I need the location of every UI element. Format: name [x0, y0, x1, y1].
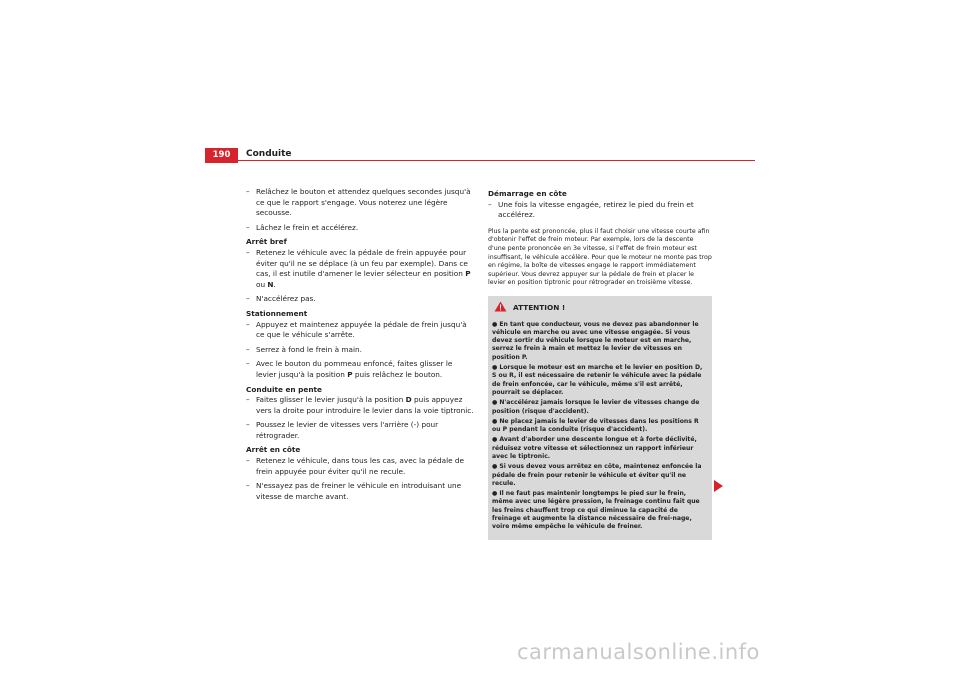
step	[246, 395, 474, 416]
step-text: Poussez le levier de vitesses vers l'arrière (-) pour rétrograder.	[256, 420, 439, 440]
watermark: carmanualsonline.info	[517, 640, 760, 664]
step-text: ou	[256, 279, 268, 289]
warning-header	[492, 301, 708, 316]
warning-item	[492, 463, 708, 488]
dash: –	[246, 481, 250, 491]
warning-item	[492, 321, 708, 362]
bullet-icon: ●	[492, 490, 498, 498]
bullet-icon: ●	[492, 417, 498, 425]
dash: –	[246, 420, 250, 430]
dash: –	[246, 359, 250, 369]
warning-text: Ne placez jamais le levier de vitesses dans les positions R ou P pendant la conduite (risque d'accident).	[492, 417, 699, 434]
dash: –	[246, 319, 250, 329]
step-text: puis relâchez le bouton.	[352, 369, 443, 379]
step	[246, 294, 474, 305]
header-divider	[238, 160, 755, 161]
gear-label: P	[347, 369, 353, 379]
step	[246, 248, 474, 290]
step	[246, 345, 474, 356]
step-text: Relâchez le bouton et attendez quelques secondes jusqu'à ce que le rapport s'engage. Vous noterez une légère secousse.	[256, 187, 471, 218]
warning-text: Avant d'aborder une descente longue et à forte déclivité, réduisez votre vitesse et sélectionnez un rapport inférieur avec le tiptronic.	[492, 436, 697, 460]
warning-item	[492, 418, 708, 435]
step-text: Serrez à fond le frein à main.	[256, 344, 362, 354]
section-heading-pente: Conduite en pente	[246, 384, 322, 394]
step-text: .	[273, 279, 276, 289]
warning-item	[492, 399, 708, 416]
step-text: puis appuyez vers la droite pour introduire le levier dans la voie tiptronic.	[256, 395, 474, 415]
section-heading-stationnement: Stationnement	[246, 308, 308, 318]
warning-item	[492, 364, 708, 397]
warning-text: Il ne faut pas maintenir longtemps le pied sur le frein, même avec une légère pression, le freinage continu fait que les freins chauffent trop ce qui diminue la capacité de freinage et augmente la distance nécessaire de frei-nage, voire même empêche le véhicule de freiner.	[492, 490, 700, 531]
section-heading-arret-bref: Arrêt bref	[246, 237, 287, 247]
step-text: Avec le bouton du pommeau enfoncé, faites glisser le levier jusqu'à la position	[256, 359, 453, 379]
dash: –	[246, 344, 250, 354]
bullet-icon: ●	[492, 320, 498, 328]
bullet-icon: ●	[492, 463, 498, 471]
gear-label: P	[465, 269, 471, 279]
dash: –	[246, 222, 250, 232]
section-heading-arret-cote: Arrêt en côte	[246, 445, 301, 455]
note-paragraph: Plus la pente est prononcée, plus il faut choisir une vitesse courte afin d'obtenir l'effet de frein moteur. Par exemple, lors de la descente d'une pente prononcée en 3e vitesse, si l'effet de frein moteur est insuffisant, le véhicule accélère. Pour que le moteur ne monte pas trop en régime, la boîte de vitesses engage le rapport immédiatement supérieur. Vous devrez appuyer sur la pédale de frein et placer le levier en position tiptronic pour rétrograder en troisième vitesse.	[488, 227, 712, 287]
page-number: 190	[205, 148, 238, 163]
warning-text: N'accélérez jamais lorsque le levier de vitesses change de position (risque d'accident).	[492, 399, 700, 415]
step	[246, 481, 474, 502]
dash: –	[246, 395, 250, 405]
gear-label: N	[267, 279, 274, 289]
step	[246, 223, 474, 234]
warning-box	[488, 296, 712, 540]
dash: –	[246, 294, 250, 304]
warning-text: Si vous devez vous arrêtez en côte, maintenez enfoncée la pédale de frein pour retenir le véhicule et éviter qu'il ne recule.	[492, 463, 702, 487]
step-text: Faites glisser le levier jusqu'à la position	[256, 395, 406, 405]
step	[246, 456, 474, 477]
step	[488, 200, 712, 221]
step-text: N'accélérez pas.	[256, 294, 316, 304]
bullet-icon: ●	[492, 436, 498, 444]
step	[246, 187, 474, 219]
step	[246, 320, 474, 341]
gear-label: D	[405, 395, 412, 405]
dash: –	[246, 456, 250, 466]
dash: –	[246, 247, 250, 257]
step-text: Lâchez le frein et accélérez.	[256, 222, 359, 232]
chapter-title: Conduite	[246, 149, 292, 159]
warning-triangle-icon	[494, 301, 507, 316]
next-page-arrow-icon	[714, 480, 723, 492]
bullet-icon: ●	[492, 364, 498, 372]
left-column	[246, 187, 474, 506]
dash: –	[488, 199, 492, 209]
warning-text: En tant que conducteur, vous ne devez pas abandonner le véhicule en marche ou avec une vitesse engagée. Si vous devez sortir du véhicule lorsque le moteur est en marche, serrez le frein à main et mettez le levier de vitesses en position P.	[492, 320, 699, 361]
warning-title: ATTENTION !	[513, 302, 566, 312]
step-text: N'essayez pas de freiner le véhicule en introduisant une vitesse de marche avant.	[256, 481, 462, 501]
warning-item	[492, 436, 708, 461]
step-text: Retenez le véhicule, dans tous les cas, avec la pédale de frein appuyée pour éviter qu'il ne recule.	[256, 456, 465, 476]
dash: –	[246, 187, 250, 196]
warning-item	[492, 490, 708, 531]
section-heading-demarrage: Démarrage en côte	[488, 189, 567, 198]
step-text: Retenez le véhicule avec la pédale de frein appuyée pour éviter qu'il ne se déplace (à un feu par exemple). Dans ce cas, il est inutile d'amener le levier sélecteur en position	[256, 247, 468, 279]
step-text: Appuyez et maintenez appuyée la pédale de frein jusqu'à ce que le véhicule s'arrête.	[256, 319, 467, 340]
step	[246, 420, 474, 441]
right-column	[488, 187, 712, 540]
step-text: Une fois la vitesse engagée, retirez le pied du frein et accélérez.	[498, 199, 694, 220]
bullet-icon: ●	[492, 399, 498, 407]
warning-text: Lorsque le moteur est en marche et le levier en position D, S ou R, il est nécessaire de retenir le véhicule avec la pédale de frein enfoncée, car le véhicule, même s'il est arrêté, pourrait se déplacer.	[492, 364, 703, 396]
step	[246, 359, 474, 380]
